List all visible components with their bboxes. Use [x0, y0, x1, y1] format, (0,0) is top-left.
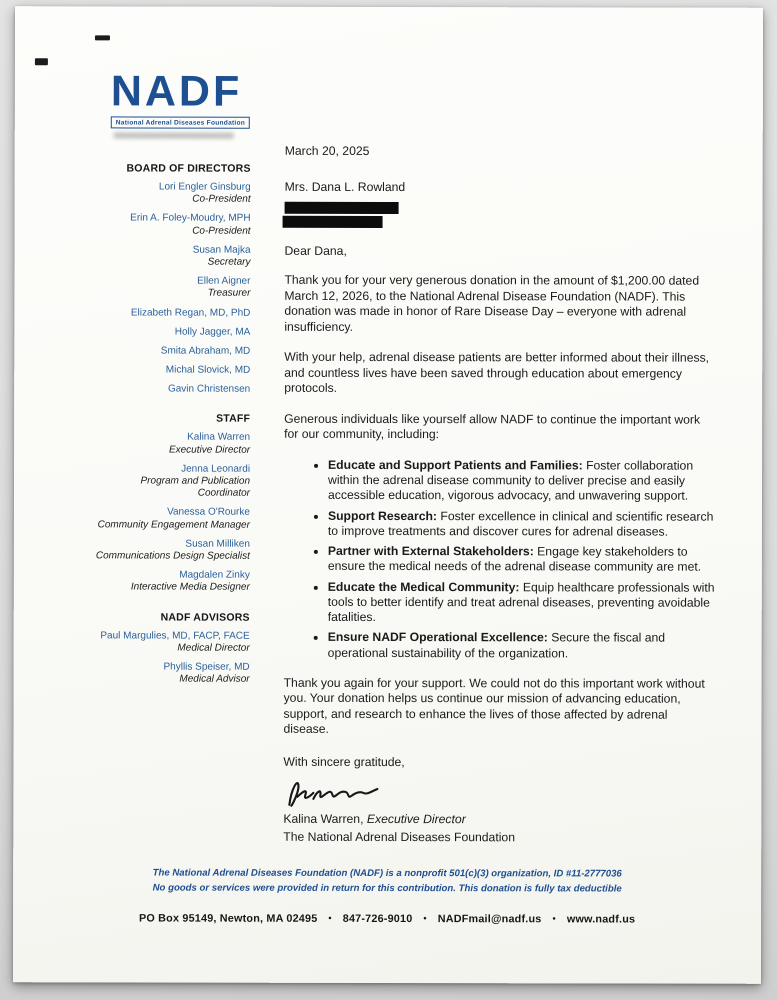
member-name: Ellen Aigner — [197, 275, 251, 287]
bullet-item: • Support Research: Foster excellence in clinical and scientific research to improve treatments and discover cures for adrenal diseases. — [328, 508, 716, 539]
paragraph: With your help, adrenal disease patients are better informed about their illness, and countless lives have been saved through education about emergency protocols. — [284, 350, 710, 396]
valediction: With sincere gratitude, — [283, 754, 405, 769]
member-name: Smita Abraham, MD — [160, 345, 251, 357]
bullet-item: • Ensure NADF Operational Excellence: Secure the fiscal and operational sustainability of the organization. — [328, 630, 716, 661]
bullet-list — [284, 458, 716, 662]
letter-page — [13, 6, 763, 984]
member-role: Medical Director — [177, 642, 250, 654]
redacted-address-line-2 — [283, 216, 383, 228]
separator-dot: • — [423, 912, 427, 923]
member-name: Jenna Leonardi — [181, 463, 251, 475]
signature-image — [283, 776, 403, 810]
member-name: Susan Majka — [192, 244, 251, 256]
member-name: Phyllis Speiser, MD — [163, 661, 250, 673]
member-role: Community Engagement Manager — [97, 518, 250, 531]
member-role: Co-President — [192, 193, 251, 205]
signer-title: Executive Director — [366, 812, 466, 827]
letter-date: March 20, 2025 — [284, 143, 370, 158]
paragraph: Thank you for your very generous donation in the amount of $1,200.00 dated March 12, 2026, to the National Adrenal Disease Foundation (NADF). This donation was made in honor of Rare Disease Day – everyone with adrenal insufficiency. — [284, 273, 700, 334]
member-name: Vanessa O'Rourke — [167, 506, 250, 519]
nadf-logo — [110, 67, 250, 138]
signer-organization: The National Adrenal Diseases Foundation — [283, 829, 516, 844]
bullet-lead: Partner with External Stakeholders: — [327, 543, 538, 559]
sidebar-section-header: BOARD OF DIRECTORS — [126, 162, 251, 175]
member-role: Program and Publication Coordinator — [140, 475, 251, 499]
member-name: Susan Milliken — [185, 538, 250, 550]
sidebar — [86, 162, 251, 686]
member-role: Executive Director — [168, 444, 251, 456]
member-role: Interactive Media Designer — [130, 581, 250, 594]
contact-item: 847-726-9010 — [342, 912, 413, 925]
redacted-address-line-1 — [285, 202, 399, 214]
member-role: Secretary — [207, 256, 251, 268]
member-name: Michal Slovick, MD — [165, 364, 251, 376]
member-role: Co-President — [192, 225, 251, 237]
footer-contact — [13, 912, 761, 926]
bullet-lead: Educate and Support Patients and Families: — [328, 457, 587, 473]
member-name: Gavin Christensen — [167, 383, 251, 395]
separator-dot: • — [552, 913, 556, 924]
footer-note-line-1: The National Adrenal Diseases Foundation (NADF) is a nonprofit 501(c)(3) organization, ID #11-2777036 — [152, 867, 622, 880]
recipient-name: Mrs. Dana L. Rowland — [284, 180, 406, 195]
signature-line — [283, 812, 715, 828]
contact-item: www.nadf.us — [566, 913, 636, 926]
member-name: Magdalen Zinky — [179, 569, 250, 581]
member-name: Lori Engler Ginsburg — [158, 181, 251, 193]
scan-artifact — [95, 35, 110, 40]
bullet-item: • Educate the Medical Community: Equip healthcare professionals with tools to better identify and treat adrenal diseases, preventing avoidable fatalities. — [328, 579, 716, 626]
sidebar-section-header: NADF ADVISORS — [160, 611, 250, 624]
letter-paragraphs — [284, 273, 716, 443]
paragraph: Generous individuals like yourself allow NADF to continue the important work for our community, including: — [284, 411, 701, 442]
member-role: Communications Design Specialist — [95, 550, 250, 562]
salutation: Dear Dana, — [284, 243, 347, 258]
signer-name: Kalina Warren, — [283, 812, 364, 827]
separator-dot: • — [328, 912, 332, 923]
contact-item: NADFmail@nadf.us — [437, 912, 542, 926]
logo-acronym: NADF — [110, 67, 243, 116]
member-name: Holly Jagger, MA — [174, 326, 251, 338]
sidebar-section-header: STAFF — [216, 413, 251, 426]
member-role: Medical Advisor — [179, 673, 250, 685]
member-role: Treasurer — [207, 287, 251, 300]
member-name: Erin A. Foley-Moudry, MPH — [130, 212, 251, 225]
bullet-lead: Educate the Medical Community: — [327, 579, 523, 594]
letter-body — [283, 144, 716, 846]
bullet-lead: Ensure NADF Operational Excellence: — [327, 630, 552, 645]
footer — [13, 866, 761, 925]
logo-tagline: National Adrenal Diseases Foundation — [111, 116, 250, 128]
member-name: Elizabeth Regan, MD, PhD — [130, 306, 251, 319]
bullet-item: • Partner with External Stakeholders: Engage key stakeholders to ensure the medical needs of the adrenal disease community are met. — [328, 544, 716, 575]
bullet-lead: Support Research: — [327, 508, 441, 523]
redacted-logo-line — [114, 132, 234, 138]
member-name: Paul Margulies, MD, FACP, FACE — [100, 629, 250, 642]
footer-note-line-2: No goods or services were provided in return for this contribution. This donation is fully tax deductible — [152, 882, 622, 895]
contact-item: PO Box 95149, Newton, MA 02495 — [138, 912, 318, 925]
scan-artifact — [35, 58, 48, 65]
bullet-item: • Educate and Support Patients and Families: Foster collaboration within the adrenal disease community to deliver precise and easily accessible education, vigorous advocacy, and unwavering support. — [328, 458, 716, 505]
member-name: Kalina Warren — [187, 432, 251, 444]
closing-paragraph: Thank you again for your support. We could not do this important work without you. Your donation helps us continue our mission of advancing education, support, and research to enhance the lives of those affected by adrenal disease. — [283, 675, 705, 737]
